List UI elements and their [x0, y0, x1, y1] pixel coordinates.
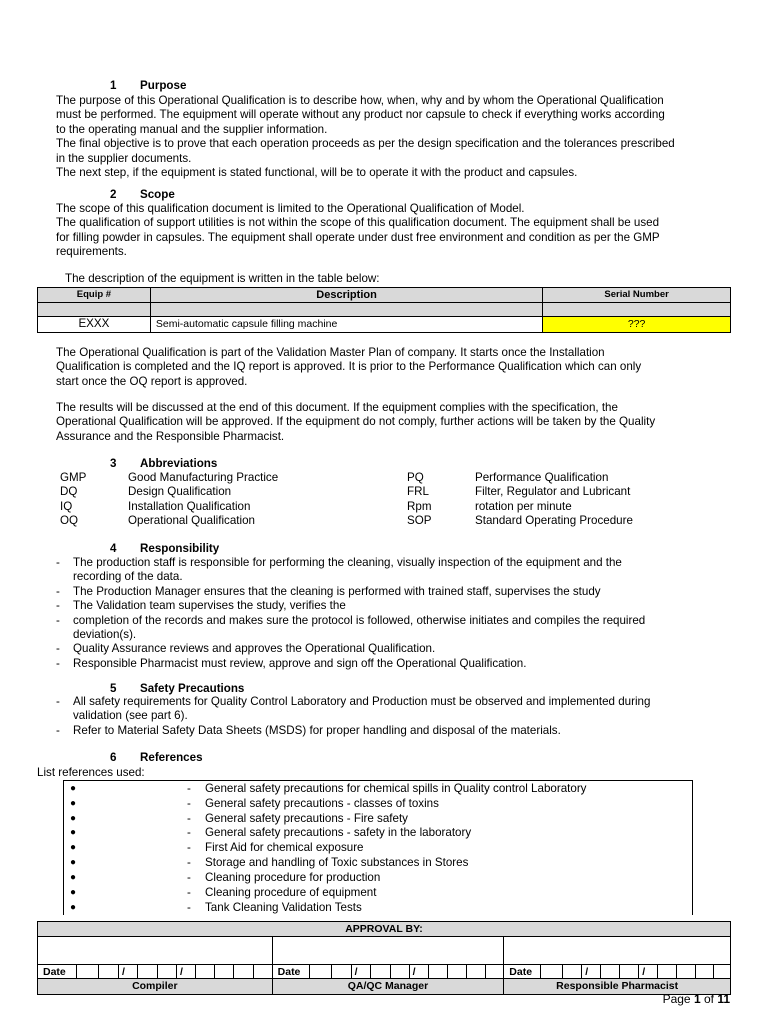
- reference-text: Cleaning procedure for production: [205, 871, 381, 884]
- abbr-value: Design Qualification: [128, 485, 232, 499]
- role-compiler: Compiler: [38, 979, 273, 994]
- abbr-value: Operational Qualification: [128, 514, 255, 528]
- abbr-key: FRL: [407, 485, 429, 499]
- reference-text: General safety precautions - safety in the laboratory: [205, 826, 472, 839]
- page-of: of: [700, 992, 718, 1006]
- dash-marker: -: [187, 812, 191, 825]
- text-line: The purpose of this Operational Qualification is to describe how, when, why and by whom the Operational Qualification: [56, 94, 664, 107]
- abbreviations-right: [407, 471, 737, 529]
- reference-text: Tank Cleaning Validation Tests: [205, 901, 362, 914]
- references-box: [63, 780, 693, 915]
- dash-marker: -: [187, 782, 191, 795]
- section-title: Abbreviations: [140, 457, 218, 470]
- text-line: Operational Qualification will be approved. If the equipment do not comply, further actions will be taken by the Quality: [56, 415, 656, 429]
- text-line: Qualification is completed and the IQ report is approved. It is prior to the Performance Qualification which can only: [56, 360, 642, 374]
- equipment-table: [37, 287, 731, 333]
- date-label: Date: [43, 966, 66, 979]
- text-line: The results will be discussed at the end of this document. If the equipment complies with the specification, the: [56, 401, 618, 414]
- date-label: Date: [277, 966, 301, 979]
- dash-marker: -: [56, 723, 60, 737]
- list-item: [64, 841, 694, 856]
- list-item-text: The Production Manager ensures that the cleaning is performed with trained staff, supervises the study: [73, 584, 601, 598]
- abbreviation-row: [60, 500, 390, 514]
- bullet-icon: ●: [70, 857, 77, 868]
- list-item: [64, 782, 694, 797]
- table-header-row: [38, 288, 731, 303]
- dash-marker: -: [187, 841, 191, 854]
- list-item: [56, 724, 746, 738]
- abbreviation-row: [60, 471, 390, 485]
- dash-marker: -: [56, 695, 60, 708]
- date-cell-qa-manager[interactable]: [272, 965, 504, 979]
- list-item-text: Quality Assurance reviews and approves the Operational Qualification.: [73, 642, 436, 656]
- dash-marker: -: [187, 856, 191, 869]
- section-number: 1: [110, 79, 117, 92]
- serial-number-cell: ???: [543, 317, 731, 332]
- list-item-text: The Validation team supervises the study, verifies the: [73, 599, 346, 613]
- scope-paragraph: [56, 202, 736, 260]
- text-line: The final objective is to prove that each operation proceeds as per the design specification and the tolerances prescribed: [56, 137, 675, 151]
- list-item-text: completion of the records and makes sure the protocol is followed, otherwise initiates and compiles the required: [73, 613, 646, 627]
- table-cell: [38, 303, 151, 317]
- bullet-icon: ●: [70, 813, 77, 824]
- dash-marker: -: [56, 642, 60, 656]
- section-heading-references: [110, 751, 203, 765]
- list-item: [56, 695, 746, 724]
- abbr-key: DQ: [60, 485, 78, 499]
- abbr-key: OQ: [60, 514, 79, 528]
- section-title: Purpose: [140, 79, 187, 92]
- list-item: [56, 614, 746, 643]
- description-cell: Semi-automatic capsule filling machine: [150, 317, 542, 332]
- text-line: requirements.: [56, 245, 127, 259]
- abbr-key: IQ: [60, 499, 73, 513]
- dash-marker: -: [187, 901, 191, 914]
- abbr-value: Good Manufacturing Practice: [128, 471, 279, 484]
- abbr-value: Performance Qualification: [475, 471, 609, 484]
- abbr-value: Filter, Regulator and Lubricant: [475, 485, 631, 499]
- dash-marker: -: [187, 871, 191, 884]
- table-cell: [543, 303, 731, 317]
- section-title: References: [140, 751, 203, 764]
- text-line: must be performed. The equipment will operate without any product nor capsule to check if everything works according: [56, 108, 665, 122]
- list-item: [64, 871, 694, 886]
- list-item-text: The production staff is responsible for performing the cleaning, visually inspection of the equipment and the: [73, 556, 622, 569]
- list-item: [64, 826, 694, 841]
- list-item: [56, 599, 746, 613]
- dash-marker: -: [56, 584, 60, 598]
- dash-marker: -: [187, 886, 191, 899]
- dash-marker: -: [56, 556, 60, 569]
- list-item-text: All safety requirements for Quality Control Laboratory and Production must be observed and implemented during: [73, 695, 651, 708]
- signature-row: [38, 937, 731, 965]
- equip-id-cell: EXXX: [38, 317, 151, 332]
- signature-cell-compiler[interactable]: [38, 937, 273, 965]
- column-header-equip: Equip #: [38, 288, 151, 303]
- abbr-key: GMP: [60, 471, 87, 484]
- list-item-text: Responsible Pharmacist must review, approve and sign off the Operational Qualification.: [73, 656, 527, 670]
- text-line: for filling powder in capsules. The equipment shall operate under dust free environment and condition as per the GMP: [56, 230, 660, 244]
- section-title: Responsibility: [140, 542, 220, 555]
- list-item: [64, 812, 694, 827]
- purpose-paragraph: [56, 94, 736, 180]
- section-number: 4: [110, 542, 117, 555]
- text-line: to the operating manual and the supplier information.: [56, 122, 328, 136]
- date-cell-compiler[interactable]: [38, 965, 273, 979]
- bullet-icon: ●: [70, 798, 77, 809]
- section-title: Scope: [140, 188, 175, 201]
- dash-marker: -: [56, 599, 60, 613]
- abbr-value: Installation Qualification: [128, 499, 251, 513]
- text-line: The qualification of support utilities is not within the scope of this qualification document. The equipment shall be used: [56, 216, 660, 230]
- date-label: Date: [509, 966, 533, 979]
- reference-text: Cleaning procedure of equipment: [205, 886, 377, 899]
- page-label: Page: [662, 992, 694, 1006]
- column-header-serial: Serial Number: [543, 288, 731, 303]
- section-number: 5: [110, 682, 117, 695]
- role-qa-manager: QA/QC Manager: [272, 979, 504, 994]
- table-spacer-row: [38, 303, 731, 317]
- table-row: [38, 317, 731, 332]
- list-item: [64, 797, 694, 812]
- list-item: [64, 901, 694, 916]
- reference-text: General safety precautions - Fire safety: [205, 812, 408, 825]
- text-line: start once the OQ report is approved.: [56, 374, 248, 388]
- oq-paragraph: [56, 346, 736, 389]
- role-pharmacist: Responsible Pharmacist: [504, 979, 731, 994]
- approval-header-row: [38, 922, 731, 937]
- column-header-description: Description: [150, 288, 542, 303]
- table-intro: The description of the equipment is written in the table below:: [65, 272, 380, 285]
- list-item-text: recording of the data.: [73, 570, 183, 584]
- section-heading-responsibility: [110, 542, 219, 556]
- date-row: [38, 965, 731, 979]
- responsibility-list: [56, 556, 746, 671]
- role-row: [38, 979, 731, 994]
- list-item: [56, 585, 746, 599]
- abbr-key: PQ: [407, 471, 424, 484]
- table-cell: [150, 303, 542, 317]
- list-item: [56, 642, 746, 656]
- date-separator: /: [122, 966, 125, 979]
- date-separator: /: [180, 966, 183, 979]
- date-separator: /: [412, 966, 416, 979]
- section-number: 3: [110, 457, 117, 470]
- section-number: 6: [110, 751, 117, 764]
- text-line: The next step, if the equipment is stated functional, will be to operate it with the product and capsules.: [56, 166, 578, 180]
- abbreviation-row: [60, 485, 390, 499]
- bullet-icon: ●: [70, 783, 77, 794]
- list-item: [56, 657, 746, 671]
- dash-marker: -: [187, 797, 191, 810]
- references-intro: List references used:: [37, 766, 145, 779]
- list-item: [64, 886, 694, 901]
- text-line: The scope of this qualification document is limited to the Operational Qualification of Model.: [56, 202, 525, 215]
- reference-text: General safety precautions for chemical spills in Quality control Laboratory: [205, 782, 587, 795]
- abbr-key: Rpm: [407, 499, 432, 513]
- reference-text: General safety precautions - classes of toxins: [205, 797, 439, 810]
- reference-text: Storage and handling of Toxic substances in Stores: [205, 856, 469, 869]
- page-current: 1: [693, 992, 701, 1006]
- abbreviation-row: [407, 471, 737, 485]
- section-number: 2: [110, 188, 117, 201]
- approval-table: [37, 921, 731, 995]
- text-line: in the supplier documents.: [56, 151, 192, 165]
- approval-title: APPROVAL BY:: [38, 922, 731, 937]
- bullet-icon: ●: [70, 872, 77, 883]
- bullet-icon: ●: [70, 842, 77, 853]
- results-paragraph: [56, 401, 736, 444]
- list-item: [64, 856, 694, 871]
- safety-list: [56, 695, 746, 738]
- abbreviation-row: [407, 500, 737, 514]
- reference-text: First Aid for chemical exposure: [205, 841, 364, 854]
- section-heading-scope: [110, 188, 175, 202]
- text-line: The Operational Qualification is part of the Validation Master Plan of company. It starts once the Installation: [56, 346, 605, 359]
- list-item-text: deviation(s).: [73, 628, 137, 642]
- abbreviations-left: [60, 471, 390, 529]
- abbr-key: SOP: [407, 514, 432, 528]
- abbreviation-row: [407, 485, 737, 499]
- abbreviation-row: [407, 514, 737, 528]
- dash-marker: -: [187, 826, 191, 839]
- abbr-value: Standard Operating Procedure: [475, 514, 633, 528]
- dash-marker: -: [56, 656, 60, 670]
- section-title: Safety Precautions: [140, 682, 245, 695]
- signature-cell-qa-manager[interactable]: [272, 937, 504, 965]
- abbreviation-row: [60, 514, 390, 528]
- date-separator: /: [642, 966, 646, 979]
- signature-cell-pharmacist[interactable]: [504, 937, 731, 965]
- section-heading-purpose: [110, 79, 186, 93]
- page-total: 11: [717, 992, 730, 1006]
- date-cell-pharmacist[interactable]: [504, 965, 731, 979]
- date-separator: /: [585, 966, 589, 979]
- page-number: [663, 992, 730, 1006]
- date-separator: /: [354, 966, 358, 979]
- bullet-icon: ●: [70, 827, 77, 838]
- section-heading-abbreviations: [110, 457, 217, 471]
- list-item: [56, 556, 746, 585]
- list-item-text: validation (see part 6).: [73, 709, 188, 723]
- abbr-value: rotation per minute: [475, 499, 572, 513]
- text-line: Assurance and the Responsible Pharmacist.: [56, 429, 285, 443]
- list-item-text: Refer to Material Safety Data Sheets (MSDS) for proper handling and disposal of the materials.: [73, 723, 561, 737]
- bullet-icon: ●: [70, 887, 77, 898]
- dash-marker: -: [56, 613, 60, 627]
- bullet-icon: ●: [70, 902, 77, 913]
